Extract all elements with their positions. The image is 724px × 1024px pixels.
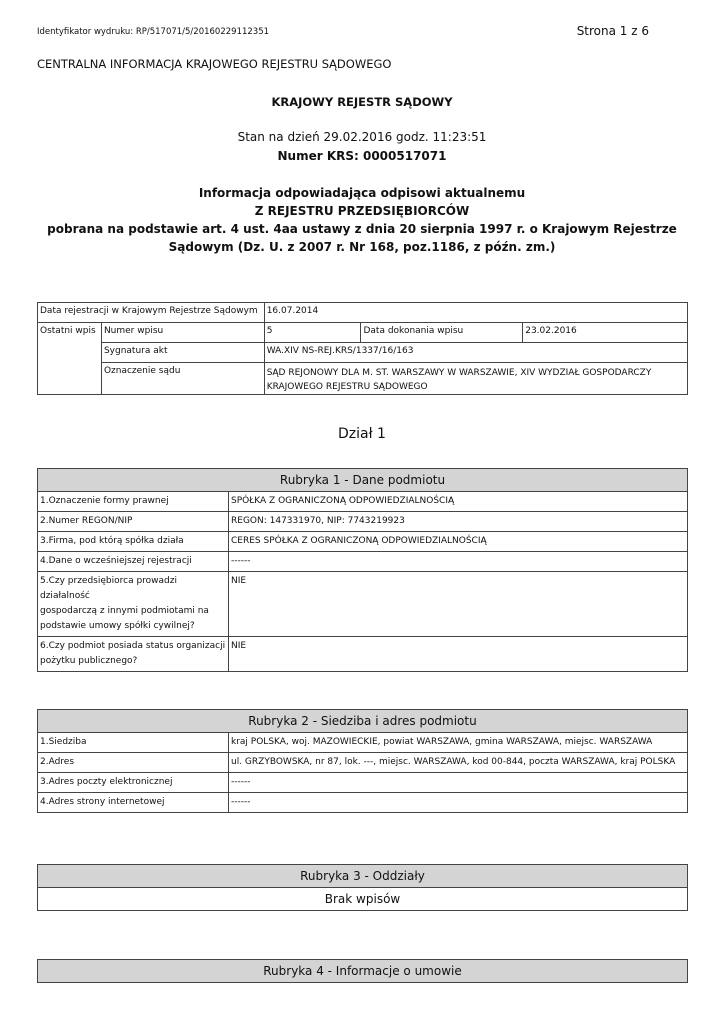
- table-row: [38, 793, 688, 813]
- register-title: KRAJOWY REJESTR SĄDOWY: [271, 95, 453, 109]
- row-value: ul. GRZYBOWSKA, nr 87, lok. ---, miejsc. WARSZAWA, kod 00-844, poczta WARSZAWA, kraj POLSKA: [229, 753, 688, 773]
- row-label-line: pożytku publicznego?: [40, 656, 138, 666]
- rubryka-3-table: [37, 864, 688, 911]
- rubryka-4-table: [37, 959, 688, 983]
- table-row: [38, 960, 688, 983]
- state-date: Stan na dzień 29.02.2016 godz. 11:23:51: [237, 130, 487, 144]
- row-label: 2.Numer REGON/NIP: [38, 512, 229, 532]
- court-label: Oznaczenie sądu: [101, 363, 264, 395]
- table-row: [38, 469, 688, 492]
- row-value: NIE: [229, 572, 688, 637]
- table-row: [38, 492, 688, 512]
- info-block: [0, 184, 724, 256]
- entry-number-label: Numer wpisu: [101, 323, 264, 343]
- completion-date-label: Data dokonania wpisu: [361, 323, 523, 343]
- print-identifier: Identyfikator wydruku: RP/517071/5/20160229112351: [37, 27, 270, 37]
- row-label: 2.Adres: [38, 753, 229, 773]
- row-label: 4.Adres strony internetowej: [38, 793, 229, 813]
- info-line: Z REJESTRU PRZEDSIĘBIORCÓW: [254, 204, 470, 218]
- table-row: [38, 710, 688, 733]
- table-row: [38, 303, 688, 323]
- row-label-line: 5.Czy przedsiębiorca prowadzi działalność: [40, 576, 177, 601]
- rubryka-1-table: [37, 468, 688, 672]
- rubryka-2-table: [37, 709, 688, 813]
- row-label: [38, 572, 229, 637]
- row-label: 1.Oznaczenie formy prawnej: [38, 492, 229, 512]
- row-label: 3.Adres poczty elektronicznej: [38, 773, 229, 793]
- row-value: CERES SPÓŁKA Z OGRANICZONĄ ODPOWIEDZIALNOŚCIĄ: [229, 532, 688, 552]
- table-row: [38, 572, 688, 637]
- row-value: SPÓŁKA Z OGRANICZONĄ ODPOWIEDZIALNOŚCIĄ: [229, 492, 688, 512]
- page-number: Strona 1 z 6: [576, 24, 649, 38]
- rubryka-4-title: Rubryka 4 - Informacje o umowie: [38, 960, 688, 983]
- court-value: [264, 363, 687, 395]
- row-label-line: 6.Czy podmiot posiada status organizacji: [40, 641, 226, 651]
- no-entries: Brak wpisów: [38, 888, 688, 911]
- table-row: [38, 753, 688, 773]
- row-label-line: gospodarczą z innymi podmiotami na: [40, 606, 209, 616]
- registration-date-value: 16.07.2014: [264, 303, 687, 323]
- row-label: 1.Siedziba: [38, 733, 229, 753]
- entry-number-value: 5: [264, 323, 361, 343]
- section-title: Dział 1: [338, 426, 386, 442]
- rubryka-1-title: Rubryka 1 - Dane podmiotu: [38, 469, 688, 492]
- table-row: [38, 733, 688, 753]
- table-row: [38, 773, 688, 793]
- registration-date-label: Data rejestracji w Krajowym Rejestrze Sądowym: [38, 303, 265, 323]
- info-line: pobrana na podstawie art. 4 ust. 4aa ustawy z dnia 20 sierpnia 1997 r. o Krajowym Rejestrze: [47, 222, 677, 236]
- info-line: Informacja odpowiadająca odpisowi aktualnemu: [198, 186, 526, 200]
- rubryka-2-title: Rubryka 2 - Siedziba i adres podmiotu: [38, 710, 688, 733]
- last-entry-label: Ostatni wpis: [38, 323, 102, 395]
- row-label: [38, 637, 229, 672]
- court-value-line: SĄD REJONOWY DLA M. ST. WARSZAWY W WARSZAWIE, XIV WYDZIAŁ GOSPODARCZY: [266, 368, 652, 378]
- rubryka-3-title: Rubryka 3 - Oddziały: [38, 865, 688, 888]
- completion-date-value: 23.02.2016: [523, 323, 688, 343]
- info-line: Sądowym (Dz. U. z 2007 r. Nr 168, poz.1186, z późn. zm.): [168, 240, 556, 254]
- table-row: [38, 323, 688, 343]
- row-value: NIE: [229, 637, 688, 672]
- krs-number: Numer KRS: 0000517071: [277, 149, 447, 163]
- table-row: [38, 552, 688, 572]
- table-row: [38, 865, 688, 888]
- table-row: [38, 888, 688, 911]
- signature-value: WA.XIV NS-REJ.KRS/1337/16/163: [264, 343, 687, 363]
- registration-table: [37, 302, 688, 395]
- row-label: 3.Firma, pod którą spółka działa: [38, 532, 229, 552]
- table-row: [38, 512, 688, 532]
- table-row: [38, 637, 688, 672]
- row-label: 4.Dane o wcześniejszej rejestracji: [38, 552, 229, 572]
- signature-label: Sygnatura akt: [101, 343, 264, 363]
- row-value: ------: [229, 793, 688, 813]
- row-label-line: podstawie umowy spółki cywilnej?: [40, 621, 195, 631]
- table-row: [38, 532, 688, 552]
- row-value: REGON: 147331970, NIP: 7743219923: [229, 512, 688, 532]
- row-value: ------: [229, 773, 688, 793]
- row-value: ------: [229, 552, 688, 572]
- court-value-line: KRAJOWEGO REJESTRU SĄDOWEGO: [266, 382, 428, 392]
- row-value: kraj POLSKA, woj. MAZOWIECKIE, powiat WARSZAWA, gmina WARSZAWA, miejsc. WARSZAWA: [229, 733, 688, 753]
- table-row: [38, 343, 688, 363]
- table-row: [38, 363, 688, 395]
- central-info-heading: CENTRALNA INFORMACJA KRAJOWEGO REJESTRU SĄDOWEGO: [37, 57, 392, 71]
